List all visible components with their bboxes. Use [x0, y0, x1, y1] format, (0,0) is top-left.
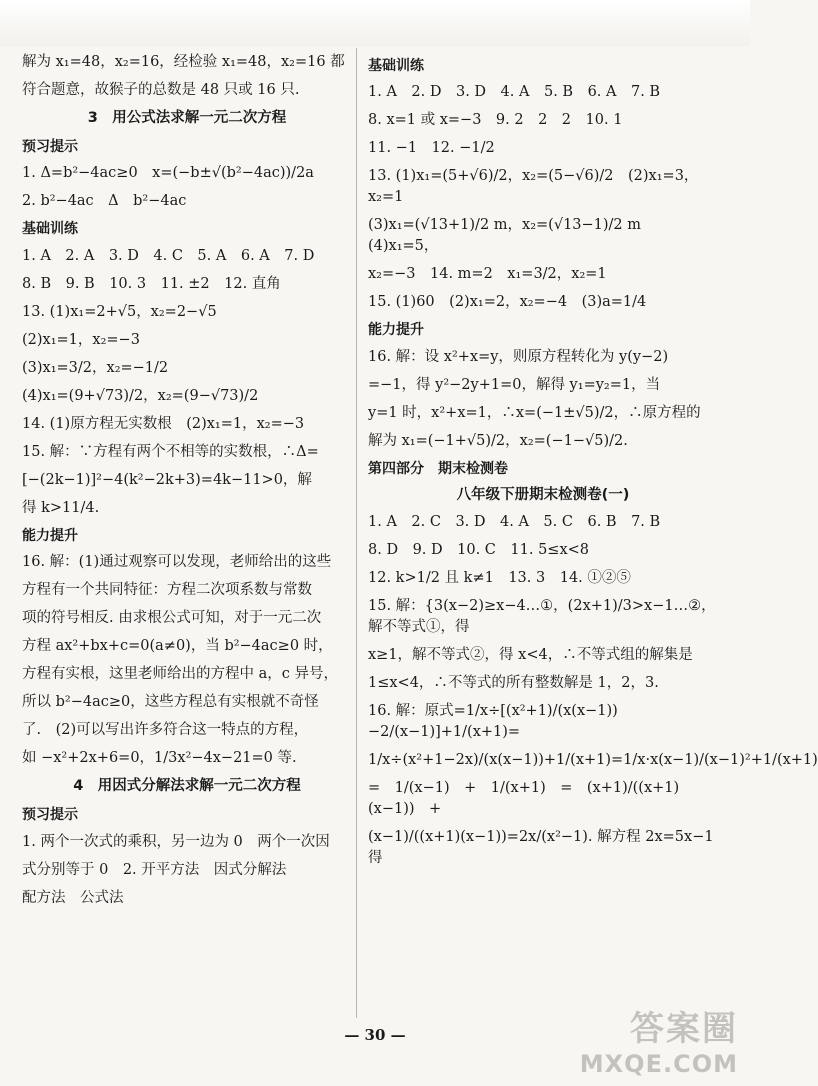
subsection-title: 能力提升 [368, 322, 424, 339]
text-line: (4)x₁=(9+√73)/2，x₂=(9−√73)/2 [22, 387, 259, 404]
text-line: 项的符号相反. 由求根公式可知，对于一元二次 [22, 610, 322, 627]
text-line: 16. 解：设 x²+x=y，则原方程转化为 y(y−2) [368, 348, 669, 365]
text-line: 13. (1)x₁=2+√5，x₂=2−√5 [22, 303, 217, 320]
text-line: y=1 时，x²+x=1，∴x=(−1±√5)/2，∴原方程的 [368, 404, 701, 421]
subsection-title: 预习提示 [22, 139, 78, 156]
text-line: 1. Δ=b²−4ac≥0 x=(−b±√(b²−4ac))/2a [22, 165, 314, 182]
right-column [368, 52, 818, 876]
text-line: 1. A 2. C 3. D 4. A 5. C 6. B 7. B [368, 514, 661, 531]
text-line: 配方法 公式法 [22, 889, 124, 906]
text-line: 12. k>1/2 且 k≠1 13. 3 14. ①②⑤ [368, 570, 631, 587]
page-number: — 30 — [344, 1026, 406, 1044]
text-line: (3)x₁=3/2，x₂=−1/2 [22, 359, 169, 376]
text-line: x≥1，解不等式②，得 x<4，∴不等式组的解集是 [368, 647, 693, 664]
section-title: 4 用因式分解法求解一元二次方程 [73, 778, 301, 795]
subsection-title: 能力提升 [22, 527, 78, 544]
text-line: =−1，得 y²−2y+1=0，解得 y₁=y₂=1，当 [368, 376, 661, 393]
text-line: 所以 b²−4ac≥0，这些方程总有实根就不奇怪 [22, 694, 319, 711]
text-line: 了. (2)可以写出许多符合这一特点的方程， [22, 722, 309, 739]
text-line: 解为 x₁=48，x₂=16，经检验 x₁=48，x₂=16 都 [22, 54, 345, 70]
text-line: 15. (1)60 (2)x₁=2，x₂=−4 (3)a=1/4 [368, 294, 647, 311]
text-line: 1. A 2. D 3. D 4. A 5. B 6. A 7. B [368, 84, 661, 101]
text-line: 方程有实根，这里老师给出的方程中 a，c 异号， [22, 666, 338, 683]
column-divider [356, 48, 357, 1018]
text-line: 得 k>11/4. [22, 499, 100, 516]
text-line: x₂=−3 14. m=2 x₁=3/2，x₂=1 [368, 266, 607, 283]
text-line: (3)x₁=(√13+1)/2 m，x₂=(√13−1)/2 m (4)x₁=5， [368, 217, 656, 255]
text-line: 16. 解：(1)通过观察可以发现，老师给出的这些 [22, 554, 332, 571]
watermark-url: MXQE.COM [579, 1050, 738, 1078]
part-title: 第四部分 期末检测卷 [368, 460, 508, 477]
top-scan-edge [0, 0, 750, 46]
exam-title: 八年级下册期末检测卷(一) [456, 487, 630, 504]
subsection-title: 基础训练 [22, 221, 78, 238]
subsection-title: 预习提示 [22, 807, 78, 824]
left-column [22, 52, 352, 916]
text-line: 方程 ax²+bx+c=0(a≠0)，当 b²−4ac≥0 时， [22, 638, 333, 655]
section-title: 3 用公式法求解一元二次方程 [87, 110, 287, 127]
text-line: 解为 x₁=(−1+√5)/2，x₂=(−1−√5)/2. [368, 432, 628, 449]
text-line: [−(2k−1)]²−4(k²−2k+3)=4k−11>0，解 [22, 471, 312, 488]
text-line: = 1/(x−1) + 1/(x+1) = (x+1)/((x+1)(x−1)) + [368, 780, 680, 818]
text-line: 1/x÷(x²+1−2x)/(x(x−1))+1/(x+1)=1/x·x(x−1)/(x−1)²+1/(x+1) [368, 752, 818, 769]
text-line: 1≤x<4，∴不等式的所有整数解是 1，2，3. [368, 675, 659, 692]
watermark [580, 1001, 738, 1078]
text-line: 13. (1)x₁=(5+√6)/2，x₂=(5−√6)/2 (2)x₁=3，x₂=1 [368, 168, 699, 206]
text-line: 1. 两个一次式的乘积，另一边为 0 两个一次因 [22, 833, 330, 850]
text-line: 8. B 9. B 10. 3 11. ±2 12. 直角 [22, 275, 281, 292]
text-line: 2. b²−4ac Δ b²−4ac [22, 193, 187, 210]
text-line: 16. 解：原式=1/x÷[(x²+1)/(x(x−1))−2/(x−1)]+1/(x+1)= [368, 703, 618, 741]
text-line: 8. x=1 或 x=−3 9. 2 2 2 10. 1 [368, 112, 623, 129]
text-line: 11. −1 12. −1/2 [368, 140, 495, 157]
text-line: 15. 解：{3(x−2)≥x−4…①，(2x+1)/3>x−1…②， 解不等式①，得 [368, 598, 723, 636]
text-line: 8. D 9. D 10. C 11. 5≤x<8 [368, 542, 589, 559]
text-line: 如 −x²+2x+6=0，1/3x²−4x−21=0 等. [22, 750, 297, 767]
text-line: 式分别等于 0 2. 开平方法 因式分解法 [22, 861, 287, 878]
text-line: 15. 解：∵方程有两个不相等的实数根，∴Δ= [22, 443, 319, 460]
text-line: 方程有一个共同特征：方程二次项系数与常数 [22, 582, 312, 599]
text-line: 1. A 2. A 3. D 4. C 5. A 6. A 7. D [22, 247, 315, 264]
text-line: 14. (1)原方程无实数根 (2)x₁=1，x₂=−3 [22, 415, 305, 432]
text-line: (x−1)/((x+1)(x−1))=2x/(x²−1). 解方程 2x=5x−1 得 [368, 829, 714, 867]
watermark-text: 答案圈 [630, 1009, 738, 1049]
text-line: 符合题意，故猴子的总数是 48 只或 16 只. [22, 82, 300, 99]
subsection-title: 基础训练 [368, 58, 424, 74]
text-line: (2)x₁=1，x₂=−3 [22, 331, 140, 348]
